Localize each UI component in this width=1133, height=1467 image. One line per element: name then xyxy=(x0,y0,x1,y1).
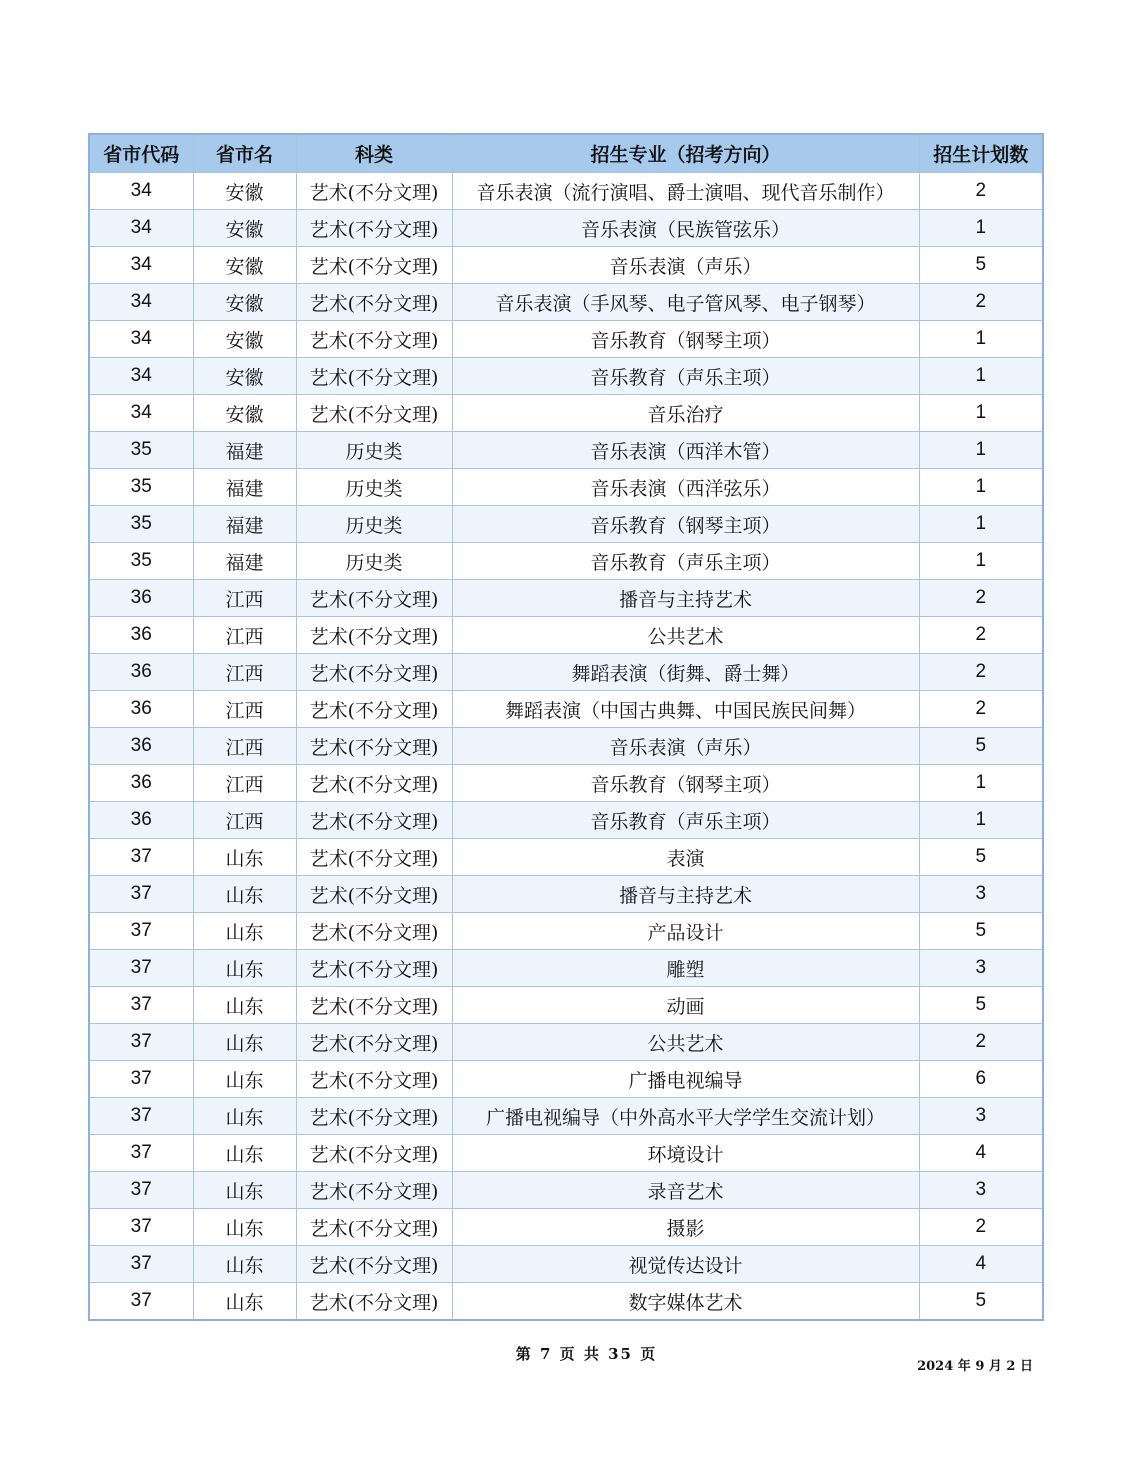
cell-province-code: 34 xyxy=(89,173,193,210)
table-row xyxy=(89,173,1043,210)
table-row xyxy=(89,1209,1043,1246)
cell-plan-count: 5 xyxy=(919,839,1043,876)
cell-subject-category: 艺术(不分文理) xyxy=(296,802,452,839)
cell-province-name: 福建 xyxy=(193,469,296,506)
cell-major: 摄影 xyxy=(452,1209,919,1246)
cell-major: 广播电视编导（中外高水平大学学生交流计划） xyxy=(452,1098,919,1135)
cell-plan-count: 1 xyxy=(919,432,1043,469)
cell-major: 音乐表演（西洋木管） xyxy=(452,432,919,469)
cell-province-name: 福建 xyxy=(193,432,296,469)
cell-plan-count: 5 xyxy=(919,1283,1043,1321)
cell-province-name: 山东 xyxy=(193,1283,296,1321)
table-row xyxy=(89,543,1043,580)
cell-province-name: 江西 xyxy=(193,728,296,765)
cell-subject-category: 艺术(不分文理) xyxy=(296,173,452,210)
cell-subject-category: 历史类 xyxy=(296,432,452,469)
cell-plan-count: 4 xyxy=(919,1246,1043,1283)
cell-province-name: 安徽 xyxy=(193,247,296,284)
table-row xyxy=(89,1172,1043,1209)
cell-province-code: 37 xyxy=(89,1135,193,1172)
cell-subject-category: 艺术(不分文理) xyxy=(296,1024,452,1061)
cell-province-name: 江西 xyxy=(193,802,296,839)
cell-plan-count: 1 xyxy=(919,469,1043,506)
cell-major: 表演 xyxy=(452,839,919,876)
cell-plan-count: 2 xyxy=(919,1024,1043,1061)
table-row xyxy=(89,358,1043,395)
table-row xyxy=(89,1098,1043,1135)
cell-province-name: 福建 xyxy=(193,543,296,580)
table-row xyxy=(89,987,1043,1024)
cell-major: 舞蹈表演（中国古典舞、中国民族民间舞） xyxy=(452,691,919,728)
cell-major: 舞蹈表演（街舞、爵士舞） xyxy=(452,654,919,691)
cell-province-code: 34 xyxy=(89,358,193,395)
table-row xyxy=(89,580,1043,617)
cell-province-code: 37 xyxy=(89,1061,193,1098)
cell-province-code: 37 xyxy=(89,1209,193,1246)
cell-subject-category: 艺术(不分文理) xyxy=(296,1061,452,1098)
cell-province-code: 37 xyxy=(89,1098,193,1135)
cell-plan-count: 6 xyxy=(919,1061,1043,1098)
table-row xyxy=(89,210,1043,247)
cell-major: 公共艺术 xyxy=(452,1024,919,1061)
cell-plan-count: 1 xyxy=(919,321,1043,358)
cell-major: 音乐教育（声乐主项） xyxy=(452,802,919,839)
cell-province-code: 36 xyxy=(89,765,193,802)
cell-province-code: 37 xyxy=(89,1024,193,1061)
cell-province-name: 山东 xyxy=(193,1172,296,1209)
table-row xyxy=(89,321,1043,358)
cell-province-name: 江西 xyxy=(193,617,296,654)
cell-plan-count: 5 xyxy=(919,728,1043,765)
cell-province-code: 34 xyxy=(89,247,193,284)
enrollment-plan-table-container xyxy=(88,133,1044,1321)
cell-major: 音乐治疗 xyxy=(452,395,919,432)
cell-subject-category: 艺术(不分文理) xyxy=(296,765,452,802)
cell-major: 音乐教育（声乐主项） xyxy=(452,358,919,395)
table-row xyxy=(89,839,1043,876)
cell-subject-category: 艺术(不分文理) xyxy=(296,617,452,654)
page-number: 第 7 页 共 35 页 xyxy=(515,1345,658,1363)
cell-plan-count: 2 xyxy=(919,1209,1043,1246)
cell-plan-count: 1 xyxy=(919,210,1043,247)
cell-province-code: 36 xyxy=(89,580,193,617)
cell-subject-category: 艺术(不分文理) xyxy=(296,210,452,247)
cell-province-name: 山东 xyxy=(193,839,296,876)
cell-province-name: 安徽 xyxy=(193,210,296,247)
cell-major: 动画 xyxy=(452,987,919,1024)
cell-major: 音乐表演（声乐） xyxy=(452,728,919,765)
cell-subject-category: 艺术(不分文理) xyxy=(296,691,452,728)
table-row xyxy=(89,691,1043,728)
cell-province-name: 山东 xyxy=(193,1209,296,1246)
cell-province-code: 35 xyxy=(89,432,193,469)
cell-province-name: 山东 xyxy=(193,1246,296,1283)
table-header-row xyxy=(89,134,1043,173)
cell-plan-count: 1 xyxy=(919,802,1043,839)
header-province-code: 省市代码 xyxy=(89,134,193,173)
cell-province-name: 安徽 xyxy=(193,395,296,432)
cell-province-code: 35 xyxy=(89,506,193,543)
cell-province-code: 37 xyxy=(89,876,193,913)
cell-major: 播音与主持艺术 xyxy=(452,580,919,617)
cell-plan-count: 1 xyxy=(919,506,1043,543)
cell-major: 音乐教育（钢琴主项） xyxy=(452,506,919,543)
cell-subject-category: 艺术(不分文理) xyxy=(296,876,452,913)
cell-subject-category: 艺术(不分文理) xyxy=(296,654,452,691)
cell-province-name: 山东 xyxy=(193,876,296,913)
cell-province-code: 36 xyxy=(89,691,193,728)
cell-subject-category: 艺术(不分文理) xyxy=(296,284,452,321)
cell-major: 音乐教育（声乐主项） xyxy=(452,543,919,580)
cell-subject-category: 艺术(不分文理) xyxy=(296,839,452,876)
table-row xyxy=(89,913,1043,950)
cell-subject-category: 艺术(不分文理) xyxy=(296,321,452,358)
table-row xyxy=(89,1135,1043,1172)
cell-province-name: 山东 xyxy=(193,987,296,1024)
table-row xyxy=(89,1283,1043,1321)
cell-major: 广播电视编导 xyxy=(452,1061,919,1098)
cell-subject-category: 艺术(不分文理) xyxy=(296,395,452,432)
table-row xyxy=(89,876,1043,913)
cell-major: 视觉传达设计 xyxy=(452,1246,919,1283)
cell-province-code: 37 xyxy=(89,1172,193,1209)
header-province-name: 省市名 xyxy=(193,134,296,173)
cell-province-name: 江西 xyxy=(193,654,296,691)
cell-major: 雕塑 xyxy=(452,950,919,987)
cell-plan-count: 2 xyxy=(919,173,1043,210)
cell-subject-category: 历史类 xyxy=(296,469,452,506)
cell-major: 产品设计 xyxy=(452,913,919,950)
cell-plan-count: 1 xyxy=(919,543,1043,580)
table-row xyxy=(89,506,1043,543)
cell-plan-count: 1 xyxy=(919,765,1043,802)
enrollment-plan-table xyxy=(88,133,1044,1321)
cell-plan-count: 2 xyxy=(919,580,1043,617)
cell-subject-category: 历史类 xyxy=(296,506,452,543)
cell-subject-category: 艺术(不分文理) xyxy=(296,1209,452,1246)
cell-plan-count: 3 xyxy=(919,1172,1043,1209)
cell-province-name: 安徽 xyxy=(193,284,296,321)
cell-subject-category: 艺术(不分文理) xyxy=(296,987,452,1024)
cell-subject-category: 艺术(不分文理) xyxy=(296,1246,452,1283)
table-row xyxy=(89,765,1043,802)
cell-major: 公共艺术 xyxy=(452,617,919,654)
cell-province-code: 35 xyxy=(89,469,193,506)
cell-subject-category: 艺术(不分文理) xyxy=(296,950,452,987)
table-row xyxy=(89,432,1043,469)
cell-major: 环境设计 xyxy=(452,1135,919,1172)
cell-plan-count: 3 xyxy=(919,876,1043,913)
table-row xyxy=(89,247,1043,284)
cell-subject-category: 艺术(不分文理) xyxy=(296,728,452,765)
table-row xyxy=(89,1024,1043,1061)
cell-subject-category: 艺术(不分文理) xyxy=(296,1283,452,1321)
cell-major: 音乐教育（钢琴主项） xyxy=(452,765,919,802)
cell-major: 音乐教育（钢琴主项） xyxy=(452,321,919,358)
cell-major: 音乐表演（声乐） xyxy=(452,247,919,284)
cell-plan-count: 1 xyxy=(919,358,1043,395)
cell-province-code: 34 xyxy=(89,321,193,358)
header-major: 招生专业（招考方向） xyxy=(452,134,919,173)
cell-province-code: 37 xyxy=(89,1246,193,1283)
cell-province-name: 江西 xyxy=(193,765,296,802)
cell-province-name: 江西 xyxy=(193,580,296,617)
cell-province-code: 36 xyxy=(89,802,193,839)
cell-subject-category: 艺术(不分文理) xyxy=(296,580,452,617)
cell-major: 音乐表演（民族管弦乐） xyxy=(452,210,919,247)
cell-plan-count: 4 xyxy=(919,1135,1043,1172)
cell-province-code: 37 xyxy=(89,839,193,876)
cell-plan-count: 2 xyxy=(919,284,1043,321)
cell-subject-category: 艺术(不分文理) xyxy=(296,247,452,284)
cell-major: 播音与主持艺术 xyxy=(452,876,919,913)
cell-major: 音乐表演（流行演唱、爵士演唱、现代音乐制作） xyxy=(452,173,919,210)
header-plan-count: 招生计划数 xyxy=(919,134,1043,173)
cell-plan-count: 3 xyxy=(919,950,1043,987)
cell-major: 数字媒体艺术 xyxy=(452,1283,919,1321)
cell-plan-count: 5 xyxy=(919,247,1043,284)
table-row xyxy=(89,950,1043,987)
cell-plan-count: 2 xyxy=(919,691,1043,728)
cell-province-code: 34 xyxy=(89,395,193,432)
cell-subject-category: 艺术(不分文理) xyxy=(296,1098,452,1135)
cell-plan-count: 2 xyxy=(919,617,1043,654)
cell-province-name: 安徽 xyxy=(193,358,296,395)
cell-plan-count: 1 xyxy=(919,395,1043,432)
cell-plan-count: 5 xyxy=(919,987,1043,1024)
cell-major: 音乐表演（西洋弦乐） xyxy=(452,469,919,506)
cell-subject-category: 艺术(不分文理) xyxy=(296,1172,452,1209)
table-row xyxy=(89,654,1043,691)
cell-province-code: 35 xyxy=(89,543,193,580)
cell-province-code: 36 xyxy=(89,654,193,691)
cell-province-code: 37 xyxy=(89,950,193,987)
cell-province-name: 江西 xyxy=(193,691,296,728)
header-subject-category: 科类 xyxy=(296,134,452,173)
cell-province-code: 37 xyxy=(89,913,193,950)
cell-province-name: 山东 xyxy=(193,1061,296,1098)
cell-province-name: 福建 xyxy=(193,506,296,543)
table-row xyxy=(89,1246,1043,1283)
cell-major: 录音艺术 xyxy=(452,1172,919,1209)
cell-province-code: 34 xyxy=(89,284,193,321)
table-row xyxy=(89,469,1043,506)
cell-province-name: 山东 xyxy=(193,913,296,950)
cell-province-code: 37 xyxy=(89,1283,193,1321)
cell-subject-category: 艺术(不分文理) xyxy=(296,913,452,950)
cell-province-code: 36 xyxy=(89,728,193,765)
cell-subject-category: 艺术(不分文理) xyxy=(296,1135,452,1172)
table-row xyxy=(89,802,1043,839)
table-row xyxy=(89,395,1043,432)
cell-province-name: 山东 xyxy=(193,1135,296,1172)
table-row xyxy=(89,284,1043,321)
table-row xyxy=(89,728,1043,765)
cell-plan-count: 2 xyxy=(919,654,1043,691)
cell-major: 音乐表演（手风琴、电子管风琴、电子钢琴） xyxy=(452,284,919,321)
cell-subject-category: 艺术(不分文理) xyxy=(296,358,452,395)
cell-province-name: 安徽 xyxy=(193,173,296,210)
cell-province-code: 36 xyxy=(89,617,193,654)
table-body xyxy=(89,173,1043,1321)
table-row xyxy=(89,1061,1043,1098)
cell-province-name: 安徽 xyxy=(193,321,296,358)
cell-plan-count: 3 xyxy=(919,1098,1043,1135)
print-date: 2024 年 9 月 2 日 xyxy=(917,1359,1033,1374)
cell-province-code: 34 xyxy=(89,210,193,247)
cell-plan-count: 5 xyxy=(919,913,1043,950)
cell-province-name: 山东 xyxy=(193,1024,296,1061)
table-row xyxy=(89,617,1043,654)
cell-province-name: 山东 xyxy=(193,1098,296,1135)
cell-province-code: 37 xyxy=(89,987,193,1024)
cell-province-name: 山东 xyxy=(193,950,296,987)
table-header xyxy=(89,134,1043,173)
cell-subject-category: 历史类 xyxy=(296,543,452,580)
